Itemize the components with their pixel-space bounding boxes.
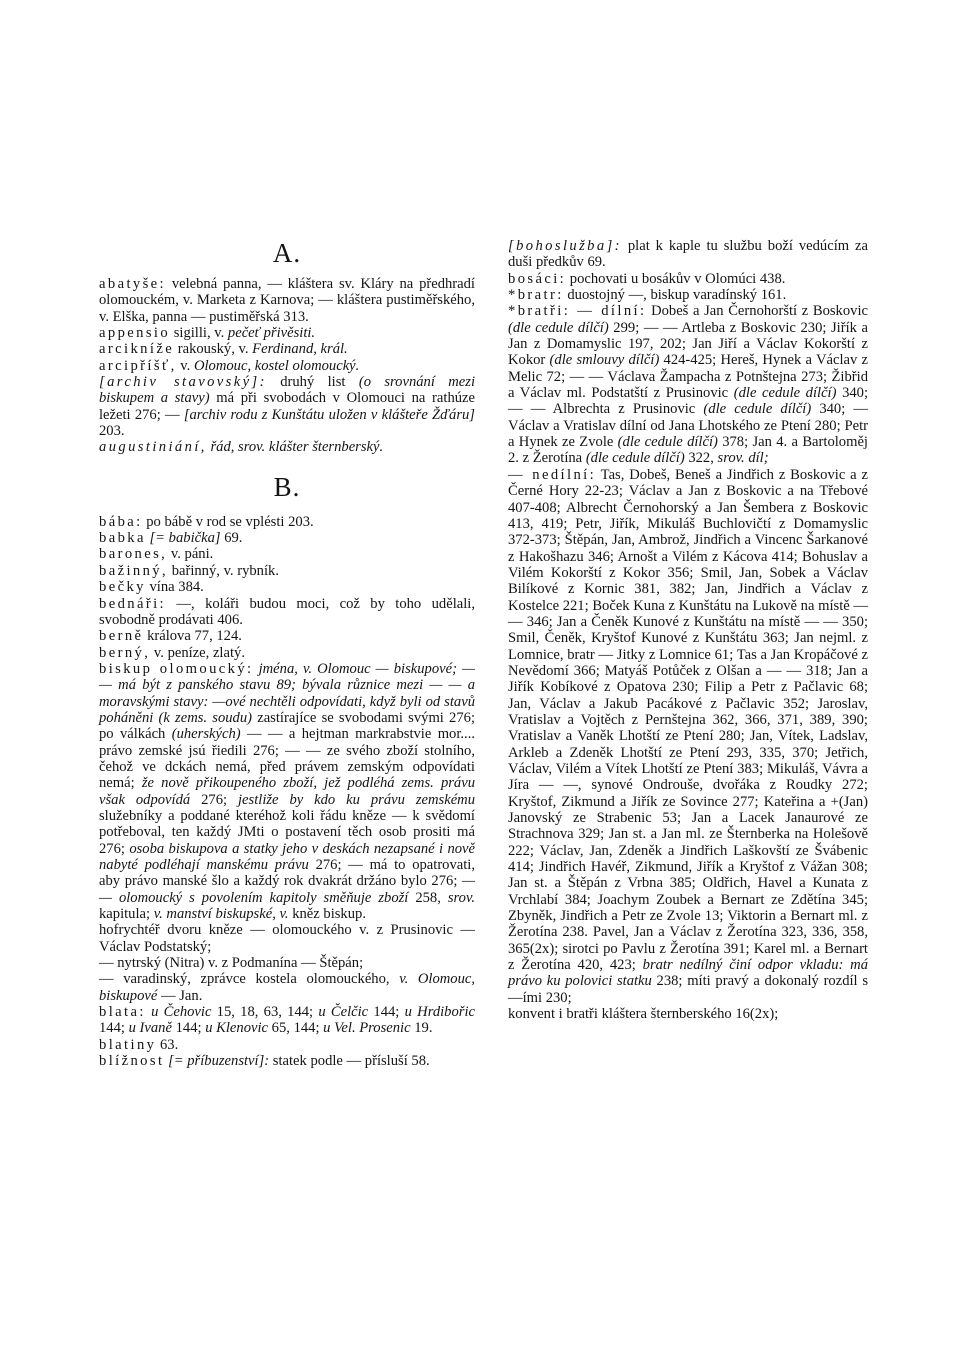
entry-italic: srov. bbox=[447, 889, 476, 906]
entry-italic: (uherských) bbox=[171, 726, 241, 743]
entry-text: hofrychtéř dvoru kněze — olomouckého v. z Prusinovic — Václav Podstatský; bbox=[99, 922, 475, 955]
lemma: [archiv stavovský]: bbox=[99, 374, 267, 391]
lemma: blatiny bbox=[99, 1036, 157, 1053]
entry-italic: jestliže by kdo ku právu zemskému bbox=[238, 791, 476, 808]
lemma: abatyše: bbox=[99, 276, 167, 292]
section-heading-b: B. bbox=[273, 471, 301, 502]
entry-text: — varadinský, zprávce kostela olomouckého, bbox=[99, 971, 400, 988]
entry-biskup-olomoucky bbox=[99, 661, 475, 923]
entry-italic: — — olomoucký s povolením kapitoly směňuje zboží bbox=[99, 873, 475, 906]
entry-text: 378; Jan 4. a Bartoloměj 2. z Žerotína bbox=[508, 434, 868, 467]
entry-nytrsky bbox=[99, 955, 475, 971]
entry-text: 340; — Václav a Vratislav dílní od Jana Lhotského ze Ptení 280; Petr a Hynek ze Zvole bbox=[508, 401, 868, 451]
entry-italic: srov. díl; bbox=[717, 450, 769, 467]
entry-italic: (o srovnání mezi biskupem a stavy) bbox=[99, 374, 475, 407]
entry-babka bbox=[99, 530, 475, 546]
entry-text: 322, bbox=[684, 450, 718, 467]
entry-blata bbox=[99, 1004, 475, 1037]
entry-text: 340; — — Albrechta z Prusinovic bbox=[508, 385, 869, 418]
lemma: blata: bbox=[99, 1004, 146, 1021]
entry-text: pochovati u bosákův v Olomúci 438. bbox=[566, 270, 786, 287]
lemma: augustiniání, bbox=[99, 439, 207, 456]
entry-archiv-stavovsky bbox=[99, 374, 475, 439]
entry-italic: (dle cedule dílčí) bbox=[617, 434, 718, 451]
lemma: berný, bbox=[99, 644, 151, 661]
entry-appensio bbox=[99, 325, 475, 341]
entry-text: 63. bbox=[156, 1036, 179, 1053]
entry-text: má při svobodách v Olomouci na rathúze ležeti 276; — bbox=[99, 390, 476, 423]
entry-italic: v. manství biskupské, v. bbox=[153, 906, 289, 923]
entry-berne bbox=[99, 628, 475, 644]
entry-text: 203. bbox=[99, 423, 125, 440]
entry-italic: u Ivaně bbox=[128, 1020, 172, 1037]
entry-text: —, koláři budou moci, což by toho udělali, svobodně prodávati 406. bbox=[99, 595, 475, 628]
entry-hofrychter bbox=[99, 922, 475, 955]
entry-becky bbox=[99, 579, 475, 595]
entry-text: duostojný —, biskup varadínský 161. bbox=[563, 287, 787, 304]
lemma: blížnost bbox=[99, 1053, 165, 1070]
entry-text: bařinný, v. rybník. bbox=[168, 562, 279, 579]
entry-italic: řád, srov. klášter šternberský. bbox=[206, 439, 384, 456]
entry-italic: bratr nedílný činí odpor vkladu: má právo ku polovici statku bbox=[508, 957, 868, 990]
lemma: babka bbox=[99, 530, 146, 547]
lemma: [bohoslužba]: bbox=[508, 238, 622, 254]
entry-bliznost bbox=[99, 1053, 475, 1069]
entry-bednari bbox=[99, 596, 475, 629]
entry-konvent bbox=[508, 1006, 868, 1022]
lemma: berně bbox=[99, 628, 144, 645]
entry-text: 424-425; Hereš, Hynek a Václav z Melic 72; — — Václava Žampacha z Potnštejna 273; Žibřid a Václav ml. Podstatští z Prusinovic bbox=[508, 352, 868, 402]
entry-bratr bbox=[508, 287, 868, 303]
entry-text: vína 384. bbox=[145, 579, 204, 596]
entry-text: sigilli, v. bbox=[170, 325, 228, 342]
lemma: *bratr: bbox=[508, 287, 564, 304]
entry-italic: osoba biskupova a statky jeho v deskách nezapsané i nově nabyté podléhají manskému právu bbox=[99, 840, 475, 873]
entry-italic: u Čehovic bbox=[145, 1004, 212, 1021]
entry-italic: pečeť přivěsiti. bbox=[227, 325, 316, 342]
entry-text: 276; — má to opatrovati, aby právo manské šlo a každý rok dvakrát držáno bylo 276; bbox=[99, 857, 476, 890]
entry-bratri-dilni bbox=[508, 303, 868, 466]
lemma: bečky bbox=[99, 579, 146, 596]
entry-barones bbox=[99, 546, 475, 562]
entry-arcikníže bbox=[99, 341, 475, 357]
entry-text: 19. bbox=[410, 1020, 433, 1037]
entry-italic: [= babička] bbox=[145, 530, 221, 547]
entry-berny bbox=[99, 645, 475, 661]
lemma: bába: bbox=[99, 513, 143, 530]
entry-italic: v. Olomouc, biskupové bbox=[99, 971, 476, 1004]
entry-text: 144; bbox=[171, 1020, 206, 1037]
entry-text: po bábě v rod se vplésti 203. bbox=[142, 513, 314, 530]
entry-bosaci bbox=[508, 271, 868, 287]
lemma: arcipříšť, bbox=[99, 357, 177, 374]
entry-text: 144; bbox=[99, 1020, 129, 1037]
entry-bazinny bbox=[99, 563, 475, 579]
entry-text: rakouský, v. bbox=[174, 341, 253, 358]
entry-italic: (dle smlouvy dílčí) bbox=[549, 352, 660, 369]
entry-italic: u Klenovic bbox=[205, 1020, 269, 1037]
lemma: arcikníže bbox=[99, 341, 175, 358]
entry-text: Tas, Dobeš, Beneš a Jindřich z Boskovic a z Černé Hory 22-23; Václav a Jan z Boskovic a na Třebové 407-408; Albrecht Černohorský a Jan Šembera z Boskovic 413, 419; Petr, Jiřík, Mikuláš Buchlovičtí z Domamyslic 372-373; Štěpán, Jan, Ambrož, Jindřich a Vincenc Šarkanové z Hakošhazu 346; Arnošt a Vilém z Kácova 414; Bohuslav a Vilém Kokorští z Kokor 356; Smil, Jan, Sobek a Václav Bilíkové z Kornic 381, 382; Jan, Jindřich a Václav z Kostelce 221; Boček Kuna z Kunštátu na Lukově na místě — — 346; Jan a Čeněk Kunové z Kunštátu na místě — — 350; Smil, Čeněk, Kryštof Kunové z Kunštátu 363; Jan nejml. z Lomnice, bratr — Jitky z Lomnice 61; Tas a Jan Kropáčové z Nevědomí 366; Matyáš Potůček z Olšan a — — 318; Jan a Jiřík Kobíkové z Opatova 230; Filip a Petr z Pačlavic 68; Jan, Václav a Jakub Pacákové z Pačlavic 352; Jaroslav, Vratislav a Vojtěch z Pernštejna 362, 366, 371, 389, 390; Vratislav a Vaněk Lhotští ze Ptení 280; Jan, Vítek, Ladslav, Arkleb a Zdeněk Lhotští ze Ptení 293, 335, 370; Jetřich, Václav, Vilém a Vítek Lhotští ze Ptení 383; Mikuláš, Vávra a Jíra — —, synové Ondroušе, dvořáka z Roudky 272; Kryštof, Zikmund a Jiřík ze Sovince 277; Kateřina a +(Jan) Janovský ze Strabenic 53; Jan a Lacek Janaurové ze Strachnova 329; Jan st. a Jan ml. ze Šternberka na Holešově 222; Václav, Jan, Zdeněk a Jindřich Laškovští ze Švábenic 414; Jindřich Havéř, Zikmund, Jiřík a Kryštof z Vážan 308; Jan st. a Štěpán z Vrbna 385; Oldřich, Havel a Kunata z Vrchlabí 384; Joachym Zoubek a Bernart ze Zdětína 345; Zbyněk, Jindřich a Petr ze Zvole 13; Viktorin a Bernart ml. z Žerotína 238. Pavel, Jan a Václav z Žerotína 323, 336, 358, 365(2x); sirotci po Pavlu z Žerotína 391; Karel ml. a Bernart z Žerotína 420, 423; bbox=[508, 466, 868, 974]
lemma: *bratři: — dílní: bbox=[508, 303, 647, 320]
entry-bratri-nedilni bbox=[508, 467, 868, 1006]
lemma: barones, bbox=[99, 546, 168, 563]
entry-italic: [archiv rodu z Kunštátu uložen v klášteře Žďáru] bbox=[183, 406, 475, 423]
entry-text: 69. bbox=[220, 530, 243, 547]
entry-text: statek podle — přísluší 58. bbox=[269, 1053, 430, 1070]
entry-text: — — a hejtman markrabstvie mor.... právo zemské jsú řiedili 276; — — ze svého zboží stolního, čehož ve dckách nemá, před právem zemským odpovídati nemá; bbox=[99, 726, 475, 792]
entry-text: kněz biskup. bbox=[288, 906, 366, 923]
entry-text: 65, 144; bbox=[268, 1020, 324, 1037]
entry-text: 258, bbox=[408, 889, 448, 906]
entry-arciprist bbox=[99, 358, 475, 374]
entry-text: zastírajíce se svobodami svými 276; po válkách bbox=[99, 709, 475, 743]
entry-text: kapitula; bbox=[99, 906, 154, 923]
lemma: appensio bbox=[99, 325, 171, 342]
entry-baba bbox=[99, 514, 475, 530]
entry-text: plat k kaple tu službu boží vedúcím za duši předkův 69. bbox=[508, 238, 868, 271]
section-heading-a: A. bbox=[272, 238, 302, 268]
entry-italic: u Hrdibořic bbox=[404, 1004, 475, 1021]
entry-text: králova 77, 124. bbox=[143, 628, 242, 645]
entry-text: 238; míti pravý a dokonalý rozdíl s —ími 230; bbox=[508, 973, 868, 1006]
entry-italic: jména, v. Olomouc — biskupové; — — má být z panského stavu 89; bývala různice mezi — — a moravskými stavy: —ové nechtěli odpovídati, když byli od stavů poháněni (k zems. soudu) bbox=[99, 660, 475, 726]
entry-text: 15, 18, 63, 144; bbox=[211, 1004, 319, 1021]
entry-text: v. peníze, zlatý. bbox=[150, 644, 245, 661]
entry-text: velebná panna, — kláštera sv. Kláry na předhradí olomouckém, v. Marketa z Karnova; — kláštera pustiměřského, v. Elška, panna — pustiměřská 313. bbox=[99, 276, 475, 325]
lemma: biskup olomoucký: bbox=[99, 660, 254, 677]
entry-text: 144; bbox=[368, 1004, 405, 1021]
right-column bbox=[508, 238, 868, 1023]
entry-augustiniani bbox=[99, 439, 475, 455]
entry-bohosluzba bbox=[508, 238, 868, 271]
entry-text: druhý list bbox=[266, 374, 359, 391]
entry-italic: (dle cedule dílčí) bbox=[733, 385, 837, 402]
lemma: bednáři: bbox=[99, 595, 167, 612]
entry-italic: u Čelčic bbox=[318, 1004, 369, 1021]
entry-text: služebníky a poddané kteréhož koli řádu kněze — k svědomí potřeboval, ten každý JMti o postavení těch osob prositi má 276; bbox=[99, 807, 475, 857]
entry-text: konvent i bratři kláštera šternberského 16(2x); bbox=[508, 1006, 779, 1023]
lemma: bosáci: bbox=[508, 270, 567, 287]
entry-italic: Ferdinand, král. bbox=[252, 341, 348, 358]
entry-italic: (dle cedule dílčí) bbox=[508, 319, 609, 336]
entry-text: v. páni. bbox=[167, 546, 214, 563]
entry-varadinsky bbox=[99, 971, 475, 1004]
lemma: bažinný, bbox=[99, 562, 169, 579]
left-column bbox=[99, 238, 475, 1069]
entry-italic: [= příbuzenství]: bbox=[164, 1053, 270, 1070]
entry-text: — nytrský (Nitra) v. z Podmanína — Štěpán; bbox=[99, 955, 364, 972]
entry-italic: Olomouc, kostel olomoucký. bbox=[193, 357, 360, 374]
entry-blatiny bbox=[99, 1037, 475, 1053]
entry-italic: u Vel. Prosenic bbox=[323, 1020, 411, 1037]
entry-italic: (dle cedule dílčí) bbox=[703, 401, 812, 418]
entry-text: Dobeš a Jan Černohorští z Boskovic bbox=[646, 303, 868, 320]
lemma: — nedílní: bbox=[508, 466, 597, 483]
entry-italic: že nově přikoupeného zboží, jež podléhá zems. právu však odpovídá bbox=[99, 775, 475, 808]
entry-text: v. bbox=[176, 357, 194, 374]
entry-text: 276; bbox=[190, 791, 238, 808]
entry-text: 299; — — Artleba z Boskovic 230; Jiřík a Jan z Domamyslic 197, 202; Jan Jiří a Václav Kokorští z Kokor bbox=[508, 319, 868, 369]
entry-italic: (dle cedule dílčí) bbox=[585, 450, 685, 467]
entry-abatyse bbox=[99, 276, 475, 325]
entry-text: — Jan. bbox=[157, 987, 203, 1004]
